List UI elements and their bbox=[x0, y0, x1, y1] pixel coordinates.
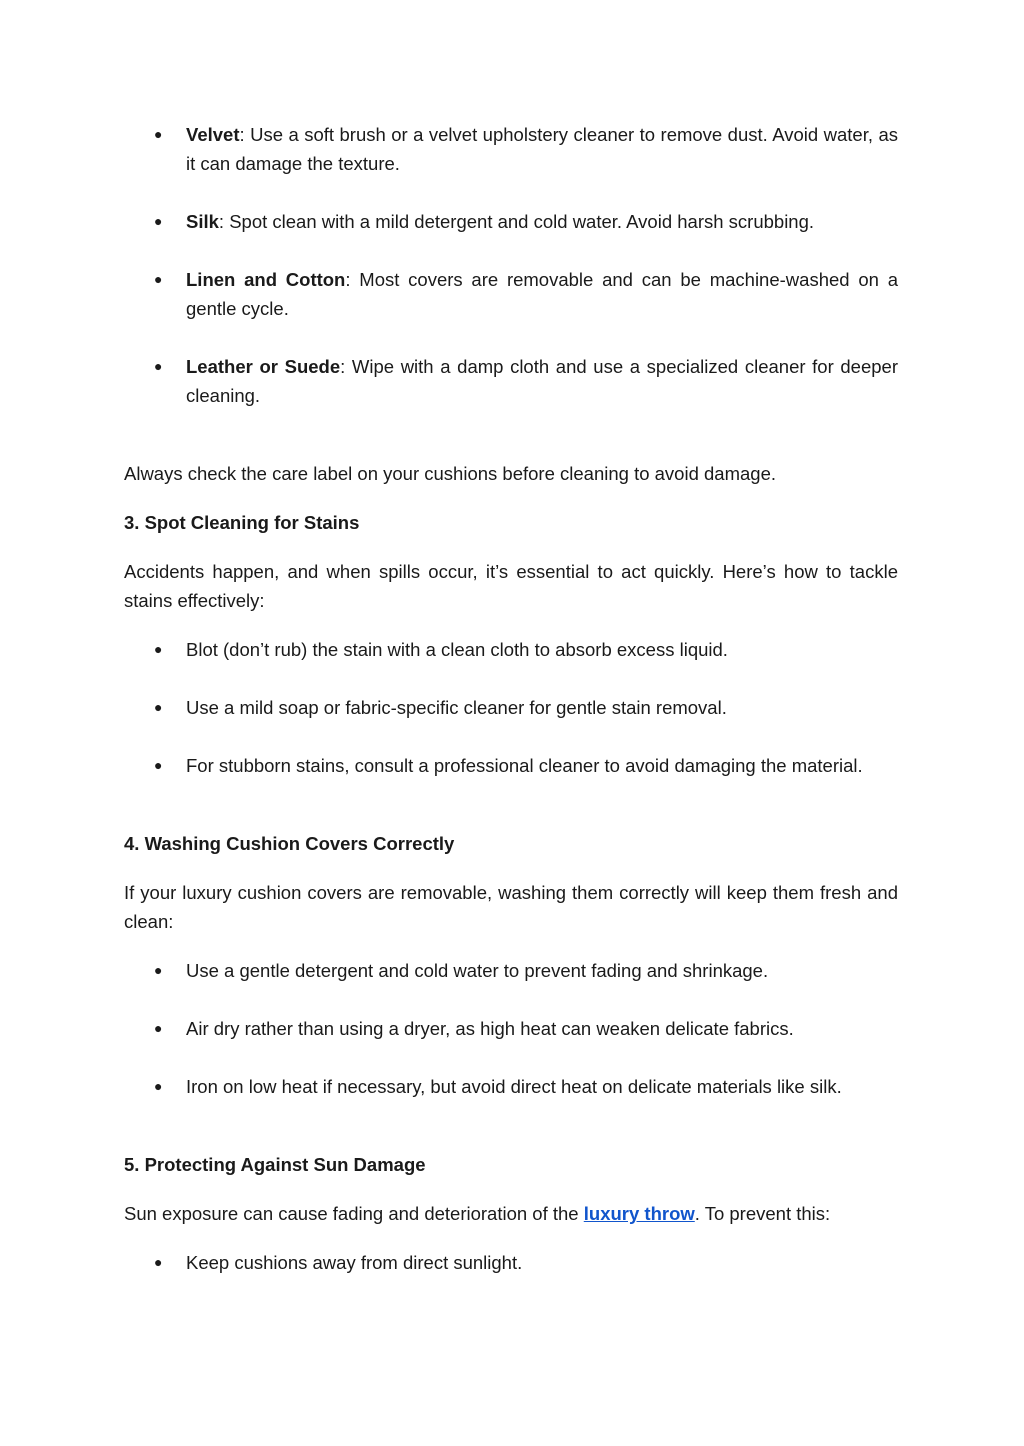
bullet-icon: ● bbox=[154, 1078, 163, 1094]
document-page bbox=[124, 120, 898, 1277]
list-item bbox=[124, 635, 898, 664]
care-label-note: Always check the care label on your cushions before cleaning to avoid damage. bbox=[124, 463, 776, 484]
term-velvet: Velvet bbox=[186, 124, 240, 145]
section-5-intro bbox=[124, 1199, 898, 1228]
term-leather-suede: Leather or Suede bbox=[186, 356, 341, 377]
section-4-heading: 4. Washing Cushion Covers Correctly bbox=[124, 833, 455, 854]
bullet-icon: ● bbox=[154, 962, 163, 978]
desc-silk: : Spot clean with a mild detergent and cold water. Avoid harsh scrubbing. bbox=[218, 211, 815, 232]
term-silk: Silk bbox=[186, 211, 219, 232]
bullet-icon: ● bbox=[154, 1020, 163, 1036]
desc-leather-suede: : Wipe with a damp cloth and use a specialized cleaner for deeper cleaning. bbox=[186, 356, 898, 406]
list-item-text: Iron on low heat if necessary, but avoid direct heat on delicate materials like silk. bbox=[186, 1076, 842, 1097]
list-item-linen-cotton bbox=[124, 265, 898, 323]
desc-linen-cotton: : Most covers are removable and can be machine-washed on a gentle cycle. bbox=[186, 269, 898, 319]
bullet-icon: ● bbox=[154, 213, 163, 229]
bullet-icon: ● bbox=[154, 757, 163, 773]
materials-list bbox=[124, 120, 898, 410]
list-item-leather-suede bbox=[124, 352, 898, 410]
section-3-intro: Accidents happen, and when spills occur, it’s essential to act quickly. Here’s how to tackle stains effectively: bbox=[124, 561, 898, 611]
desc-velvet: : Use a soft brush or a velvet upholstery cleaner to remove dust. Avoid water, as it can damage the texture. bbox=[186, 124, 898, 174]
list-item bbox=[124, 751, 898, 780]
list-item-text: Blot (don’t rub) the stain with a clean cloth to absorb excess liquid. bbox=[186, 639, 728, 660]
term-linen-cotton: Linen and Cotton bbox=[186, 269, 346, 290]
section-5-heading: 5. Protecting Against Sun Damage bbox=[124, 1154, 426, 1175]
list-item bbox=[124, 1072, 898, 1101]
list-item bbox=[124, 693, 898, 722]
section-5-list bbox=[124, 1248, 898, 1277]
bullet-icon: ● bbox=[154, 271, 163, 287]
list-item bbox=[124, 1248, 898, 1277]
section-4-list bbox=[124, 956, 898, 1101]
list-item-silk bbox=[124, 207, 898, 236]
bullet-icon: ● bbox=[154, 358, 163, 374]
list-item-text: For stubborn stains, consult a professional cleaner to avoid damaging the material. bbox=[186, 755, 863, 776]
list-item-text: Air dry rather than using a dryer, as high heat can weaken delicate fabrics. bbox=[186, 1018, 794, 1039]
bullet-icon: ● bbox=[154, 699, 163, 715]
section-3-heading: 3. Spot Cleaning for Stains bbox=[124, 512, 360, 533]
list-item-text: Use a mild soap or fabric-specific cleaner for gentle stain removal. bbox=[186, 697, 727, 718]
section-4-intro: If your luxury cushion covers are removable, washing them correctly will keep them fresh and clean: bbox=[124, 882, 898, 932]
list-item bbox=[124, 956, 898, 985]
list-item-text: Keep cushions away from direct sunlight. bbox=[186, 1252, 523, 1273]
list-item-velvet bbox=[124, 120, 898, 178]
list-item-text: Use a gentle detergent and cold water to prevent fading and shrinkage. bbox=[186, 960, 769, 981]
luxury-throw-link[interactable]: luxury throw bbox=[583, 1203, 695, 1224]
bullet-icon: ● bbox=[154, 641, 163, 657]
bullet-icon: ● bbox=[154, 126, 163, 142]
bullet-icon: ● bbox=[154, 1254, 163, 1270]
section-5-intro-before: Sun exposure can cause fading and deterioration of the bbox=[124, 1203, 584, 1224]
list-item bbox=[124, 1014, 898, 1043]
section-5-intro-after: . To prevent this: bbox=[694, 1203, 831, 1224]
section-3-list bbox=[124, 635, 898, 780]
